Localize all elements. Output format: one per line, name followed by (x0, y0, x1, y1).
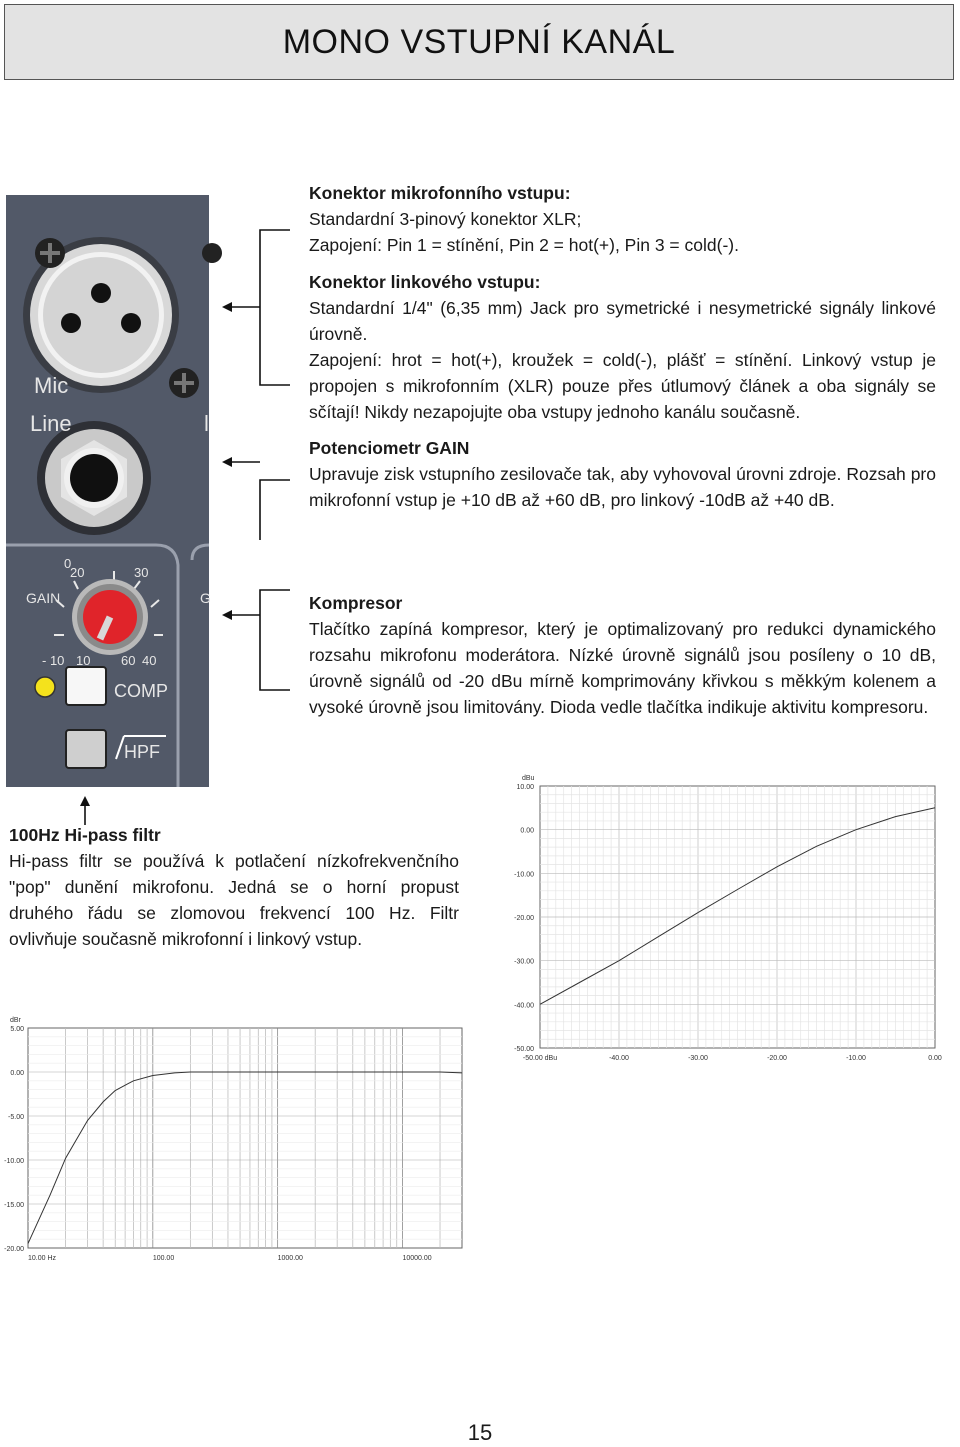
y-axis-label: dBu (522, 775, 535, 782)
hpf-label: HPF (124, 742, 160, 762)
x-tick-label: -20.00 (767, 1055, 787, 1062)
compressor-section (309, 590, 936, 720)
page-number: 15 (467, 1420, 493, 1445)
y-tick-label: 0.00 (10, 1070, 24, 1077)
mic-connector-heading: Konektor mikrofonního vstupu: (309, 183, 571, 203)
gain-body: Upravuje zisk vstupního zesilovače tak, aby vyhovoval úrovni zdroje. Rozsah pro mikrofonní vstup je +10 dB až +60 dB, pro linkový -10dB až +40 dB. (309, 464, 936, 510)
y-tick-label: 5.00 (10, 1026, 24, 1033)
y-tick-label: -20.00 (514, 915, 534, 922)
gain-heading: Potenciometr GAIN (309, 438, 470, 458)
hpf-section (9, 822, 459, 952)
hpf-heading: 100Hz Hi-pass filtr (9, 825, 161, 845)
y-tick-label: -5.00 (8, 1114, 24, 1121)
comp-label: COMP (114, 681, 168, 701)
line-connector-section (309, 269, 936, 425)
compressor-body: Tlačítko zapíná kompresor, který je optimalizovaný pro redukci dynamického rozsahu mikrofonu moderátora. Nízké úrovně signálů jsou posíleny o 10 dB, úrovně signálů od -20 dBu mírně komprimovány křivkou s měkkým kolenem a vysoké úrovně jsou limitovány. Dioda vedle tlačítka indikuje aktivitu kompresoru. (309, 619, 936, 717)
gain-scale-20: 20 (70, 565, 85, 580)
x-tick-label: 10.00 Hz (28, 1255, 57, 1262)
x-tick-label: 10000.00 (402, 1255, 432, 1262)
y-tick-label: -10.00 (514, 871, 534, 879)
mic-connector-line: Standardní 3-pinový konektor XLR; (309, 209, 582, 229)
x-tick-label: 100.00 (152, 1255, 175, 1262)
x-tick-label: 1000.00 (277, 1255, 303, 1262)
y-tick-label: -40.00 (514, 1002, 534, 1010)
gain-scale-60: 60 (121, 653, 136, 668)
y-tick-label: -30.00 (514, 958, 534, 966)
compressor-curve-chart (500, 770, 945, 1065)
y-tick-label: -15.00 (4, 1202, 24, 1209)
y-tick-label: -10.00 (4, 1158, 24, 1165)
gain-scale-10: 10 (76, 653, 91, 668)
y-tick-label: -50.00 (514, 1046, 534, 1053)
x-tick-label: -40.00 (609, 1055, 629, 1062)
mic-connector-section (309, 180, 939, 258)
gain-scale-0: 0 (64, 556, 72, 571)
y-tick-label: -20.00 (4, 1246, 24, 1253)
gain-label-next-channel: G (200, 590, 211, 606)
x-tick-label: -10.00 (846, 1055, 866, 1062)
mic-label: Mic (34, 373, 69, 398)
gain-label: GAIN (26, 590, 61, 606)
line-connector-para: Zapojení: hrot = hot(+), kroužek = cold(-), plášť = stínění. Linkový vstup je propojen s mikrofonním (XLR) pouze přes útlumový článek a oba signály se sčítají! Nikdy nezapojujte oba vstupy jednoho kanálu současně. (309, 350, 936, 422)
line-connector-heading: Konektor linkového vstupu: (309, 272, 541, 292)
gain-scale-40: 40 (142, 653, 157, 668)
svg-text:l: l (204, 411, 209, 436)
y-tick-label: 0.00 (520, 827, 534, 835)
mic-connector-line: Zapojení: Pin 1 = stínění, Pin 2 = hot(+), Pin 3 = cold(-). (309, 235, 739, 255)
compressor-heading: Kompresor (309, 593, 403, 613)
gain-scale-30: 30 (134, 565, 149, 580)
y-axis-label: dBr (10, 1017, 21, 1024)
line-connector-para: Standardní 1/4" (6,35 mm) Jack pro symetrické i nesymetrické signály linkové úrovně. (309, 298, 936, 344)
y-tick-label: 10.00 (516, 784, 534, 791)
x-tick-label: 0.00 (928, 1055, 942, 1062)
page-title: MONO VSTUPNÍ KANÁL (282, 22, 676, 61)
hpf-response-chart (0, 1010, 470, 1270)
gain-section (309, 435, 936, 513)
x-tick-label: -30.00 (688, 1055, 708, 1062)
gain-scale-m10: - 10 (42, 653, 65, 668)
x-tick-label: -50.00 dBu (522, 1055, 558, 1062)
line-label: Line (30, 411, 72, 436)
hpf-body: Hi-pass filtr se používá k potlačení nízkofrekvenčního "pop" dunění mikrofonu. Jedná se o horní propust druhého řádu se zlomovou frekvencí 100 Hz. Filtr ovlivňuje současně mikrofonní i linkový vstup. (9, 851, 459, 949)
